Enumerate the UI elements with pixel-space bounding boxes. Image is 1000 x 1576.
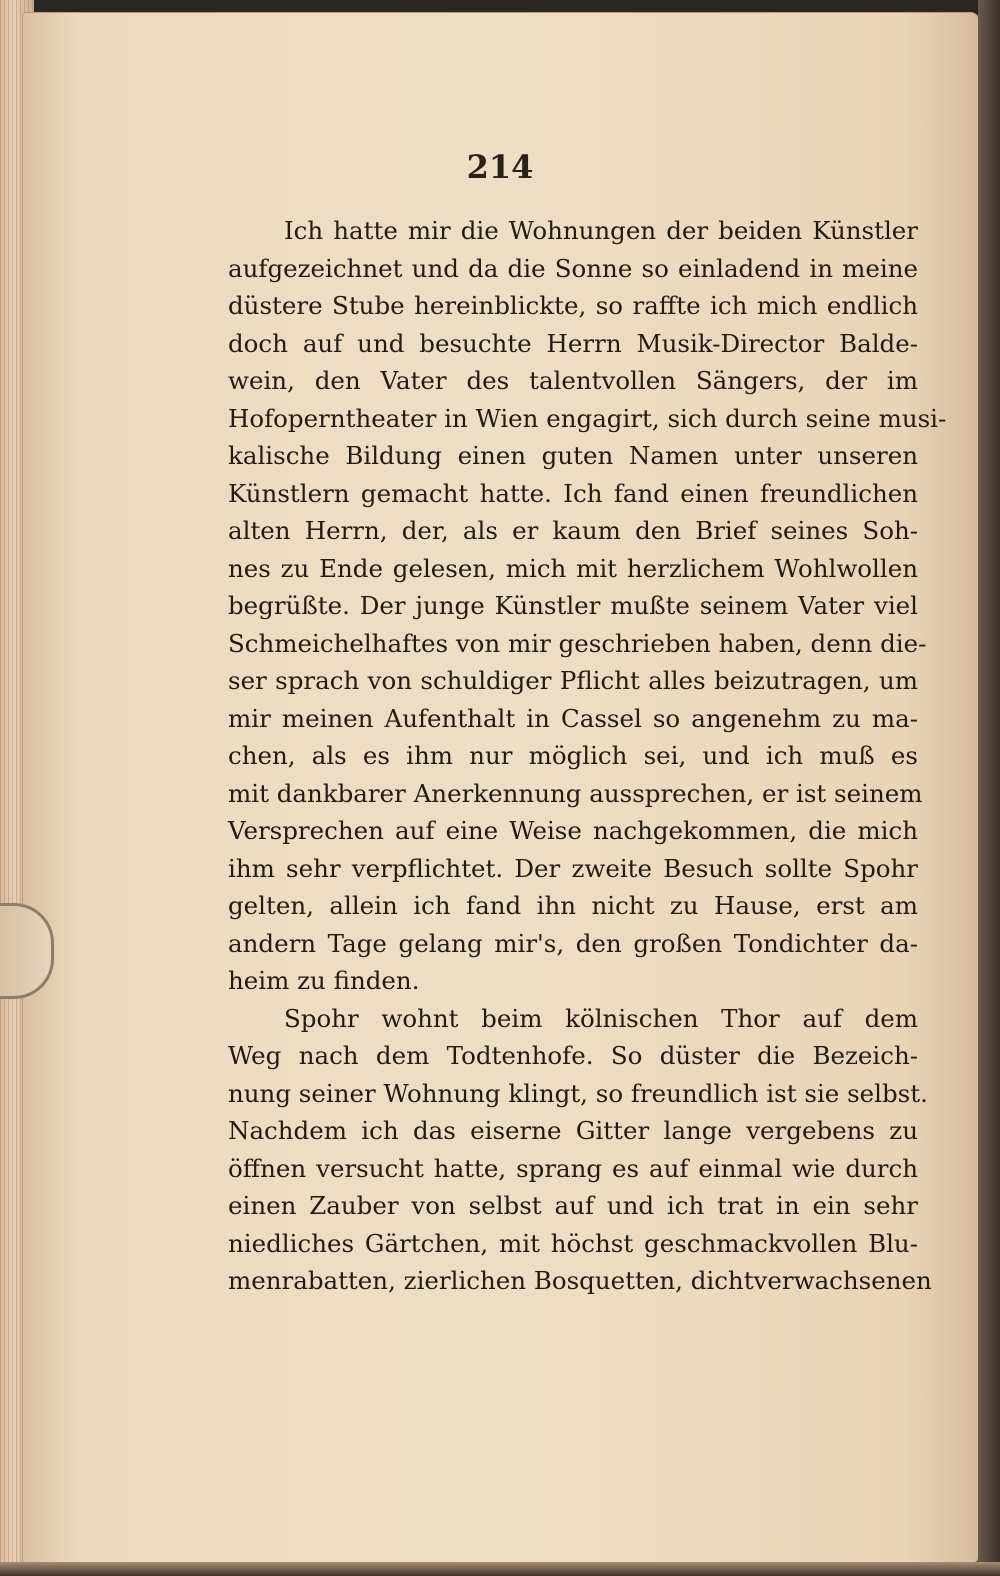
text-line: aufgezeichnet und da die Sonne so einladend in meine: [228, 253, 918, 283]
text-line: mit dankbarer Anerkennung aussprechen, er ist seinem: [228, 778, 923, 808]
paragraph-2: [228, 1000, 932, 1300]
paragraph-1: [228, 212, 947, 1000]
text-line: ihm sehr verpflichtet. Der zweite Besuch sollte Spohr: [228, 853, 918, 883]
text-line: einen Zauber von selbst auf und ich trat in ein sehr: [228, 1191, 918, 1220]
text-line: heim zu finden.: [228, 966, 420, 995]
text-line: Künstlern gemacht hatte. Ich fand einen freundlichen: [228, 478, 918, 508]
bottom-cover-edge: [0, 1562, 1000, 1576]
text-line: ser sprach von schuldiger Pflicht alles beizutragen, um: [228, 666, 918, 695]
text-line: öffnen versucht hatte, sprang es auf einmal wie durch: [228, 1153, 918, 1183]
right-cover-edge: [978, 0, 1000, 1576]
text-line: Hofoperntheater in Wien engagirt, sich durch seine musi-: [228, 403, 947, 433]
text-line: menrabatten, zierlichen Bosquetten, dichtverwachsenen: [228, 1266, 932, 1295]
text-line: Spohr wohnt beim kölnischen Thor auf dem: [284, 1003, 918, 1033]
text-line: alten Herrn, der, als er kaum den Brief seines Soh-: [228, 516, 918, 545]
text-line: wein, den Vater des talentvollen Sängers, der im: [228, 366, 918, 395]
text-line: düstere Stube hereinblickte, so raffte ich mich endlich: [228, 291, 918, 320]
text-line: begrüßte. Der junge Künstler mußte seinem Vater viel: [228, 591, 918, 620]
text-line: Versprechen auf eine Weise nachgekommen, die mich: [228, 816, 918, 845]
text-line: Weg nach dem Todtenhofe. So düster die Bezeich-: [228, 1041, 918, 1070]
body-text: [228, 212, 947, 1300]
text-line: chen, als es ihm nur möglich sei, und ich muß es: [228, 741, 918, 770]
text-line: andern Tage gelang mir's, den großen Tondichter da-: [228, 928, 918, 958]
text-line: nes zu Ende gelesen, mich mit herzlichem Wohlwollen: [228, 553, 918, 583]
text-line: niedliches Gärtchen, mit höchst geschmackvollen Blu-: [228, 1228, 918, 1258]
page-number: 214: [466, 148, 534, 186]
text-line: kalische Bildung einen guten Namen unter unseren: [228, 441, 918, 470]
text-line: Nachdem ich das eiserne Gitter lange vergebens zu: [228, 1116, 918, 1145]
text-line: Ich hatte mir die Wohnungen der beiden Künstler: [284, 216, 918, 245]
text-line: Schmeichelhaftes von mir geschrieben haben, denn die-: [228, 628, 927, 658]
text-line: mir meinen Aufenthalt in Cassel so angenehm zu ma-: [228, 703, 918, 733]
text-line: nung seiner Wohnung klingt, so freundlich ist sie selbst.: [228, 1078, 928, 1108]
text-line: doch auf und besuchte Herrn Musik-Director Balde-: [228, 328, 918, 358]
text-line: gelten, allein ich fand ihn nicht zu Hause, erst am: [228, 891, 918, 920]
